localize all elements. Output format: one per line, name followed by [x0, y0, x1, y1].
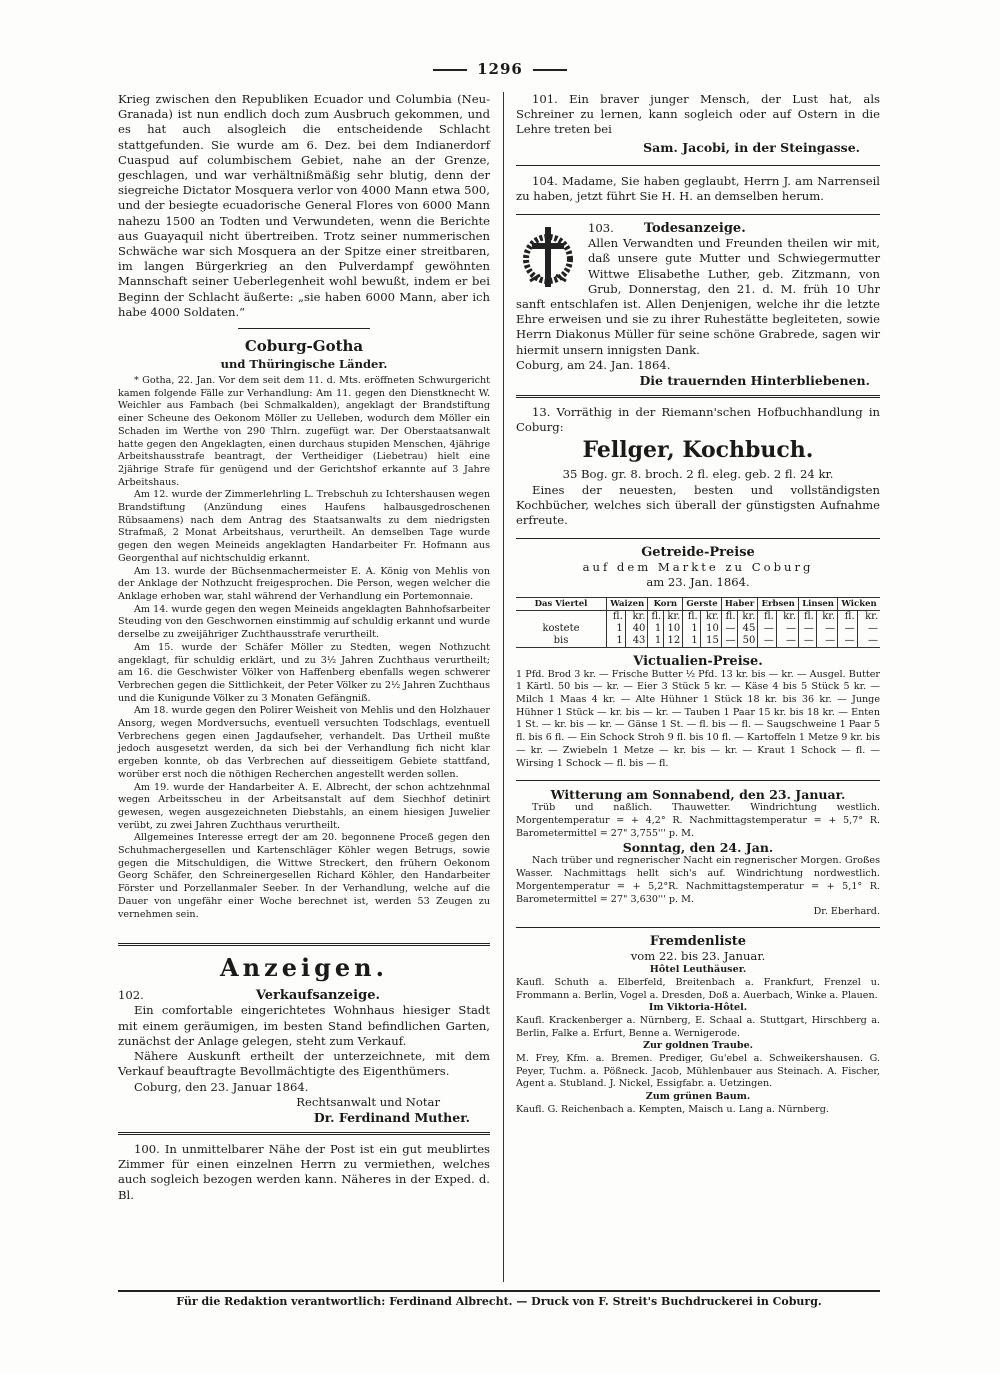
divider: [516, 927, 880, 928]
grain-cell: —: [857, 623, 880, 635]
grain-cell: 10: [664, 623, 683, 635]
hotel-guests: Kaufl. Schuth a. Elberfeld, Breitenbach a. Frankfurt, Frenzel u. Frommann a. Berlin, Vogel a. Dresden, Doß a. Auerbach, Winke a. Plauen.: [516, 976, 880, 1001]
right-column: [516, 92, 880, 1117]
grain-cell: 43: [625, 635, 648, 648]
grain-cell: 10: [700, 623, 721, 635]
unit: fl.: [758, 610, 777, 623]
ad-signer: Dr. Ferdinand Muther.: [313, 1109, 470, 1125]
hotel-name: Zum grünen Baum.: [645, 1091, 751, 1103]
ad-101-signature: Sam. Jacobi, in der Steingasse.: [643, 139, 860, 155]
grain-cell: 15: [700, 635, 721, 648]
unit: kr.: [776, 610, 798, 623]
grain-cell: —: [758, 635, 777, 648]
ad-title: Todesanzeige.: [643, 221, 746, 237]
court-paragraph: Am 13. wurde der Büchsenmachermeister E. A. König von Mehlis von der Anklage der Nothzucht freigesprochen. Die Person, wegen welcher die Anklage erhoben war, stahl während der Verhandlung ein Portemonnaie.: [118, 565, 490, 602]
grain-header: Das Viertel: [516, 597, 607, 610]
ad-date: Coburg, am 24. Jan. 1864.: [516, 357, 671, 372]
court-paragraph: Am 14. wurde gegen den wegen Meineids angeklagten Bahnhofsarbeiter Steuding von den Geschwornen einstimmig auf schuldig erkannt und wurde derselbe zu zweijähriger Zuchthausstrafe verurtheilt.: [118, 603, 490, 641]
court-paragraph: Am 18. wurde gegen den Polirer Weisheit von Mehlis und den Holzhauer Ansorg, wegen Mordversuchs, eventuell versuchten Todschlags, eventuell Verbrechens gegen einen Jagdaufseher, verhandelt. Das Urtheil mußte jedoch ausgesetzt werden, da sich bei der Verhandlung fich nicht klar ergeben konnte, ob das Verbrechen auf diesseitigem Gebiete stattfand, worüber erst noch die nöthigen Recherchen angestellt werden sollen.: [118, 705, 490, 780]
fremdenliste: [516, 934, 880, 1117]
unit: fl.: [799, 610, 817, 623]
unit: kr.: [738, 610, 758, 623]
unit: fl.: [721, 610, 738, 623]
grain-date: am 23. Jan. 1864.: [646, 575, 750, 590]
ad-102: [118, 988, 490, 1125]
book-title: Fellger, Kochbuch.: [582, 437, 814, 464]
left-column: [118, 92, 490, 1203]
grain-cell: 50: [738, 635, 758, 648]
imprint-footer: Für die Redaktion verantwortlich: Ferdinand Albrecht. — Druck von F. Streit's Buchdruckerei in Coburg.: [118, 1290, 880, 1308]
grain-cell: —: [838, 623, 858, 635]
divider: [516, 538, 880, 539]
ad-13: [516, 405, 880, 528]
ad-text: Allen Verwandten und Freunden theilen wir mit, daß unsere gute Mutter und Schwiegermutter Wittwe Elisabethe Luther, geb. Zitzmann, von Grub, Donnerstag, den 21. d. M. früh 10 Uhr sanft entschlafen ist. Allen Denjenigen, welche ihr die letzte Ehre erweisen und sie zu ihrer Ruhestätte begleiteten, sowie Herrn Diakonus Müller für seine schöne Grabrede, sagen wir hiermit unsern innigsten Dank.: [516, 236, 880, 357]
grain-cell: 1: [648, 635, 664, 648]
ad-101: 101. Ein braver junger Mensch, der Lust hat, als Schreiner zu lernen, kann sogleich oder auf Ostern in die Lehre treten bei: [516, 92, 880, 137]
weather-sunday: Nach trüber und regnerischer Nacht ein regnerischer Morgen. Großes Wasser. Nachmittags hellt sich's auf. Windrichtung nordwestlich. Morgentemperatur = + 5,2°R. Nachmittagstemperatur = + 5,1° R. Barometermittel = 27" 3,630''' p. M.: [516, 855, 880, 905]
ad-number: 103.: [588, 221, 614, 236]
victual-title: Victualien-Preise.: [633, 653, 763, 669]
grain-cell: —: [816, 623, 837, 635]
victual-prices: [516, 654, 880, 771]
court-paragraph: * Gotha, 22. Jan. Vor dem seit dem 11. d. Mts. eröffneten Schwurgericht kamen folgende Fälle zur Verhandlung: Am 11. gegen den Dienstknecht W. Weichler aus Fambach (bei Schmalkalden), angeklagt der Brandstiftung einer Scheune des Oekonom Möller zu Uelleben, wodurch dem Möller ein Schaden im Werthe von 290 Thlrn. zugefügt war. Der Oberstaatsanwalt hatte gegen den Angeklagten, einen durchaus stupiden Menschen, 4jährige Arbeitshausstrafe beantragt, der Vertheidiger (Liebetrau) hielt eine 2jährige Strafe für genügend und der Gerichtshof erkannte auf 3 Jahre Arbeitshaus.: [118, 375, 490, 488]
book-description: Eines der neuesten, besten und vollständigsten Kochbücher, welches sich überall der günstigsten Aufnahme erfreute.: [516, 482, 880, 528]
grain-cell: 40: [625, 623, 648, 635]
grain-cell: —: [857, 635, 880, 648]
wreath-cross-icon: [516, 221, 580, 293]
grain-cell: —: [838, 635, 858, 648]
section-title: Coburg-Gotha: [244, 337, 364, 356]
unit: kr.: [664, 610, 683, 623]
grain-header: Korn: [648, 597, 683, 610]
grain-header: Gerste: [683, 597, 722, 610]
page-number: 1296: [0, 60, 1000, 78]
grain-row: [516, 635, 880, 648]
grain-row: [516, 623, 880, 635]
unit: kr.: [816, 610, 837, 623]
grain-row-label: bis: [516, 635, 607, 648]
unit: fl.: [683, 610, 700, 623]
ad-text: Nähere Auskunft ertheilt der unterzeichnete, mit dem Verkauf beauftragte Bevollmächtigte des Eigenthümers.: [118, 1049, 490, 1079]
grain-header: Haber: [721, 597, 758, 610]
court-paragraph: Allgemeines Interesse erregt der am 20. begonnene Proceß gegen den Schuhmachergesellen und Kartenschläger Köhler wegen Betrugs, sowie gegen die Mitschuldigen, die Wittwe Streckert, den frühern Oekonom Georg Schäfer, den Schreinergesellen Richard Köhler, den Handarbeiter Förster und Porzellanmaler Seeber. In der Verhandlung, welche auf die Dauer von ungefähr einer Woche berechnet ist, werden 53 Zeugen zu vernehmen sein.: [118, 832, 490, 920]
ad-100: 100. In unmittelbarer Nähe der Post ist ein gut meublirtes Zimmer für einen einzelnen Herrn zu vermiethen, welches auch sogleich bezogen werden kann. Näheres in der Exped. d. Bl.: [118, 1141, 490, 1202]
grain-cell: 1: [607, 635, 626, 648]
grain-cell: 1: [683, 635, 700, 648]
book-price: 35 Bog. gr. 8. broch. 2 fl. eleg. geb. 2 fl. 24 kr.: [562, 467, 834, 482]
grain-row-label: kostete: [516, 623, 607, 635]
grain-cell: —: [816, 635, 837, 648]
grain-cell: —: [776, 623, 798, 635]
ad-text: Ein comfortable eingerichtetes Wohnhaus hiesiger Stadt mit einem geräumigen, im besten Stand befindlichen Garten, zunächst der Anlage gelegen, steht zum Verkauf.: [118, 1003, 490, 1048]
grain-header: Wicken: [838, 597, 880, 610]
grain-cell: —: [776, 635, 798, 648]
fremden-date: vom 22. bis 23. Januar.: [630, 948, 766, 963]
grain-header-row: [516, 597, 880, 610]
section-subtitle: und Thüringische Länder.: [220, 357, 388, 372]
divider: [516, 395, 880, 398]
divider: [238, 328, 370, 329]
hotel-name: Zur goldnen Traube.: [642, 1040, 754, 1052]
war-report: Krieg zwischen den Republiken Ecuador und Columbia (Neu-Granada) ist nun endlich doch zum Ausbruch gekommen, und es hat auch alsogleich die entscheidende Schlacht stattgefunden. Sie wurde am 6. Dez. bei dem Indianerdorf Cuaspud auf columbischem Gebiet, nahe an der Grenze, geschlagen, und war verhältnißmäßig sehr blutig, denn der siegreiche Dictator Mosquera verlor von 4000 Mann etwa 500, und der besiegte ecuadorische General Flores von 6000 Mann nahezu 1500 an Todten und Verwundeten, wenn die Berichte aus Guayaquil nicht übertreiben. Trotz seiner nummerischen Schwäche war sich Mosquera an der Spitze einer streitbaren, im langen Bürgerkrieg an den Pulverdampf gewöhnten Mannschaft seiner Ueberlegenheit wohl bewußt, indem er bei Beginn der Schlacht äußerte: „sie haben 6000 Mann, aber ich habe 4000 Soldaten.“: [118, 92, 490, 319]
fremden-title: Fremdenliste: [649, 933, 747, 949]
grain-cell: 45: [738, 623, 758, 635]
ad-text: 13. Vorräthig in der Riemann'schen Hofbuchhandlung in Coburg:: [516, 405, 880, 435]
ad-104: 104. Madame, Sie haben geglaubt, Herrn J. am Narrenseil zu haben, jetzt führt Sie H. H. an demselben herum.: [516, 173, 880, 203]
divider: [118, 943, 490, 946]
grain-table: [516, 597, 880, 648]
grain-cell: —: [721, 635, 738, 648]
divider: [516, 780, 880, 781]
divider: [118, 1132, 490, 1135]
unit: kr.: [625, 610, 648, 623]
grain-cell: —: [799, 623, 817, 635]
court-report: [118, 375, 490, 921]
court-paragraph: Am 19. wurde der Handarbeiter A. E. Albrecht, der schon achtzehnmal wegen Arbeitsscheu in der Arbeitsanstalt auf dem Siechhof detinirt gewesen, wegen ausgezeichneten Diebstahls, an einem hiesigen Juwelier verübt, zu zwei Jahren Zuchthaus verurtheilt.: [118, 781, 490, 831]
divider: [516, 165, 880, 166]
weather-title: Witterung am Sonnabend, den 23. Januar.: [550, 787, 846, 803]
grain-cell: —: [721, 623, 738, 635]
hotel-name: Im Viktoria-Hôtel.: [648, 1002, 748, 1014]
weather-sunday-title: Sonntag, den 24. Jan.: [622, 840, 774, 856]
grain-header: Waizen: [607, 597, 648, 610]
grain-cell: 1: [607, 623, 626, 635]
grain-cell: 1: [683, 623, 700, 635]
grain-header: Erbsen: [758, 597, 799, 610]
unit: kr.: [857, 610, 880, 623]
column-divider: [503, 92, 504, 1282]
hotel-guests: Kaufl. G. Reichenbach a. Kempten, Maisch u. Lang a. Nürnberg.: [516, 1103, 829, 1115]
unit: kr.: [700, 610, 721, 623]
grain-prices: [516, 545, 880, 647]
ad-date: Coburg, den 23. Januar 1864.: [134, 1079, 309, 1094]
ad-signature: Die trauernden Hinterbliebenen.: [639, 373, 870, 389]
divider: [516, 214, 880, 215]
unit: fl.: [607, 610, 626, 623]
anzeigen-heading: Anzeigen.: [220, 953, 388, 983]
ad-103: [516, 221, 880, 388]
weather-saturday: Trüb und naßlich. Thauwetter. Windrichtung westlich. Morgentemperatur = + 4,2° R. Nachmittagstemperatur = + 5,7° R. Barometermittel = 27" 3,755''' p. M.: [516, 802, 880, 839]
grain-unit-row: [516, 610, 880, 623]
hotel-guests: M. Frey, Kfm. a. Bremen. Prediger, Gu'ebel a. Schweikershausen. G. Peyer, Tuchm. a. Pößneck. Jacob, Mühlenbauer aus Steinach. A. Fischer, Agent a. Stubland. J. Nickel, Essigfabr. a. Uetzingen.: [516, 1053, 880, 1090]
grain-header: Linsen: [799, 597, 838, 610]
grain-cell: —: [799, 635, 817, 648]
weather-report: [516, 787, 880, 919]
court-paragraph: Am 15. wurde der Schäfer Möller zu Stedten, wegen Nothzucht angeklagt, für schuldig erklärt, und zu 3½ Jahren Zuchthaus verurtheilt; am 16. die Geschwister Völker von Haffenberg ebenfalls wegen schwerer Verbrechen gegen die Sittlichkeit, der Peter Völker zu 2½ Jahren Zuchthaus und die Kunigunde Völker zu 3 Monaten Gefängniß.: [118, 641, 490, 704]
ad-title: Verkaufsanzeige.: [255, 988, 380, 1004]
unit: fl.: [648, 610, 664, 623]
ad-number: 102.: [118, 988, 144, 1003]
unit: fl.: [838, 610, 858, 623]
grain-cell: —: [758, 623, 777, 635]
hotel-name: Hôtel Leuthäuser.: [649, 964, 747, 976]
ad-signer-role: Rechtsanwalt und Notar: [296, 1094, 440, 1109]
grain-subtitle: auf dem Markte zu Coburg: [582, 560, 814, 575]
grain-cell: 1: [648, 623, 664, 635]
grain-cell: 12: [664, 635, 683, 648]
hotel-guests: Kaufl. Krackenberger a. Nürnberg, E. Schaal a. Stuttgart, Hirschberg a. Berlin, Falke a. Erfurt, Benne a. Wernigerode.: [516, 1014, 880, 1039]
grain-title: Getreide-Preise: [641, 545, 755, 561]
victual-text: 1 Pfd. Brod 3 kr. — Frische Butter ½ Pfd. 13 kr. bis — kr. — Ausgel. Butter 1 Kärtl. 50 bis — kr. — Eier 3 Stück 5 kr. — Käse 4 bis 5 Stück 5 kr. — Milch 1 Maas 4 kr. — Alte Hühner 1 Stück 18 kr. bis 36 kr. — Junge Hühner 1 Stück — kr. bis — kr. — Tauben 1 Paar 15 kr. bis 18 kr. — Enten 1 St. — kr. bis — kr. — Gänse 1 St. — fl. bis — fl. — Saugschweine 1 Paar 5 fl. bis 6 fl. — Ein Schock Stroh 9 fl. bis 10 fl. — Kartoffeln 1 Metze 9 kr. bis — kr. — Zwiebeln 1 Metze — kr. bis — kr. — Kraut 1 Schock — fl. — Wirsing 1 Schock — fl. bis — fl.: [516, 668, 880, 769]
court-paragraph: Am 12. wurde der Zimmerlehrling L. Trebschuh zu Ichtershausen wegen Brandstiftung (Anzündung eines Haufens halbausgedroschenen Rübsaamens) nach dem Antrag des Staatsanwalts zu dem niedrigsten Strafmaß, 2 Monat Arbeitshaus, verurtheilt. An demselben Tage wurde gegen den wegen Meineids angeklagten Handarbeiter Fr. Hofmann aus Georgenthal auf nichtschuldig erkannt.: [118, 489, 490, 564]
weather-signature: Dr. Eberhard.: [813, 906, 880, 918]
